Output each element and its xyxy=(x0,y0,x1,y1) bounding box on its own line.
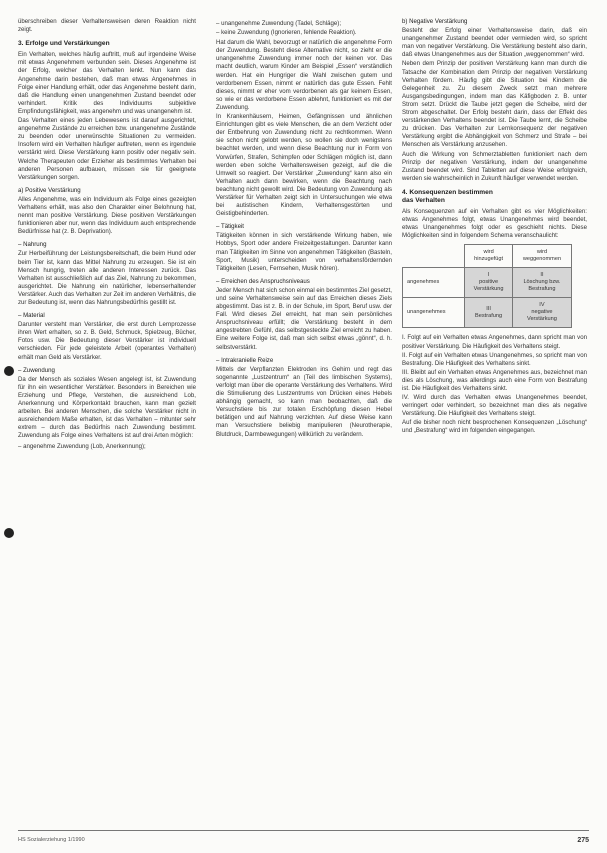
table-cell: III Bestrafung xyxy=(465,298,513,328)
punch-hole-mark xyxy=(4,528,14,538)
page-number: 275 xyxy=(577,837,589,844)
text-column-right xyxy=(402,18,587,437)
subsection-heading: – Material xyxy=(18,312,45,320)
row-header: unangenehmes xyxy=(403,298,465,328)
subsection-heading: – Tätigkeit xyxy=(216,223,245,231)
section-heading: 4. Konsequenzen bestimmen das Verhalten xyxy=(402,188,493,204)
table-corner xyxy=(403,245,465,268)
paragraph: Als Konsequenzen auf ein Verhalten gibt es vier Möglichkeiten: etwas Angenehmes folgt, etwas Unangenehmes wird beendet, etwas Unangenehmes folgt oder es geschieht nichts. Diese Möglichkeiten sind in folgendem Schema veranschaulicht: xyxy=(402,208,587,240)
subsection-heading: – Zuwendung xyxy=(18,366,55,374)
list-item: III. Bleibt auf ein Verhalten etwas Angenehmes aus, bezeichnet man dies als Löschung, was allerdings auch eine Form von Bestrafung ist. Die Häufigkeit des Verhaltens sinkt. xyxy=(402,368,587,392)
section-heading: 3. Erfolge und Verstärkungen xyxy=(18,40,110,48)
row-header: angenehmes xyxy=(403,268,465,298)
paragraph: Neben dem Prinzip der positiven Verstärkung kann man durch die Tatsache der Kombination dem Prinzip der negativen Verstärkung Verhalten fördern. Häufig gibt die Situation bei Kindern die Gelegenheit zu. Zu diesem Zweck setzt man mehrere Ausgangsbedingungen, indem man das Käfigboden z. B. unter Strom setzt. Drückt die Taube jetzt gegen die Scheibe, wird der Strom abgeschaltet. Der Erfolg besteht darin, dass der Effekt des verstärkenden Verhaltens beendet ist. Die Taube lernt, die Scheibe zu drücken. Das Verhalten zur Lernkonsequenz der negativen Verstärkung ergibt die Abhängigkeit von Schmerz und Strafe – bei Menschen als Verstärkung anzusehen. xyxy=(402,60,587,149)
text-column-middle xyxy=(216,18,392,440)
paragraph: Ein Verhalten, welches häufig auftritt, muß auf irgendeine Weise mit etwas Angenehmem verbunden sein. Dieses Angenehme ist der Erfolg, welcher das Verhalten lenkt. Nun kann das Angenehme darin bestehen, daß man etwas Angenehmes in Folge einer Handlung erhält, oder das Angenehme besteht darin, daß die Handlung einen unangenehmen Zustand beendet oder verhindert. Kritik des Individuums subjektive Empfindungsfähigkeit, was angenehm und was unangenehm ist. xyxy=(18,51,196,115)
paragraph: Mittels der Verpflanzten Elektroden ins Gehirn und regt das sogenannte „Lustzentrum“ an (Teil des limbischen Systems), verfolgt man über die operante Verstärkung des Verhaltens. Wird die Stimulierung des Lustzentrums von Drücken eines Hebels abhängig gemacht, so kann man beobachten, daß die Versuchstiere bis zur totalen Erschöpfung diesen Hebel betätigen und auf Nahrung verzichten. Auf diese Weise kann man Versuchstiere beliebig manipulieren (Neurotherapie, Blutdruck, Darmbewegungen) willkürlich zu verändern. xyxy=(216,365,392,438)
table-cell: IV negative Verstärkung xyxy=(512,298,571,328)
text-column-left xyxy=(18,18,196,453)
paragraph: Hat darum die Wahl, bevorzugt er natürlich die angenehme Form der Zuwendung. Besteht diese Alternative nicht, so zieht er die unangenehme Zuwendung immer noch der keinen vor. Das macht deutlich, warum Kinder am Beispiel „Essen“ verständlich werden. Hat ein Hungriger die Wahl zwischen gutem und verdorbenem Essen, nimmt er natürlich das gute Essen. Fehlt dieses, nimmt er eher vom verdorbenen als gar keinem Essen, so wie er das verdorbene Essen ablehnt, funktioniert es mit der Zuwendung. xyxy=(216,39,392,111)
list-item: I. Folgt auf ein Verhalten etwas Angenehmes, dann spricht man von positiver Verstärkung. Die Häufigkeit des Verhaltens steigt. xyxy=(402,334,587,350)
bullet-list xyxy=(216,20,392,37)
list-item: IV. Wird durch das Verhalten etwas Unangenehmes beendet, verringert oder verhindert, so bezeichnet man dies als negative Verstärkung. Die Häufigkeit des Verhaltens steigt. xyxy=(402,394,587,418)
list-item: – angenehme Zuwendung (Lob, Anerkennung); xyxy=(18,442,146,450)
paragraph: Das Verhalten eines jeden Lebewesens ist darauf ausgerichtet, angenehme Zustände zu erreichen bzw. unangenehme Zustände zu beenden oder unerwünschte Situationen zu vermeiden. Insofern wird ein Verhalten häufiger auftreten, wenn es irgendwie verstärkt wird. Diese Verstärkung kann positiv oder negativ sein. Welche Therapeuten oder Erzieher als bestimmtes Verhalten bei anderen Personen aufbauen, müssen sie für geeignete Verstärkungen sorgen. xyxy=(18,117,196,181)
paragraph: überschreiben dieser Verhaltensweisen deren Reaktion nicht zeigt. xyxy=(18,18,196,34)
bullet-list xyxy=(18,443,196,451)
list-item: – unangenehme Zuwendung (Tadel, Schläge); xyxy=(216,20,342,27)
paragraph: Besteht der Erfolg einer Verhaltensweise darin, daß ein unangenehmer Zustand beendet oder vermieden wird, so spricht man von negativer Verstärkung. Die Verstärkung besteht also darin, daß etwas Unangenehmes aus der Situation „weggenommen“ wird. xyxy=(402,27,587,59)
subsection-heading: – Intrakranielle Reize xyxy=(216,356,274,364)
consequence-scheme-table xyxy=(402,244,572,328)
subsection-heading: – Erreichen des Anspruchsniveaus xyxy=(216,277,310,285)
list-item: II. Folgt auf ein Verhalten etwas Unangenehmes, so spricht man von Bestrafung. Die Häufigkeit des Verhaltens sinkt. xyxy=(402,351,587,367)
subsection-heading: b) Negative Verstärkung xyxy=(402,18,468,25)
subsection-heading: a) Positive Verstärkung xyxy=(18,186,81,194)
column-header: wird weggenommen xyxy=(512,245,571,268)
footer-source: HS Sozialerziehung 1/1990 xyxy=(18,837,85,843)
paragraph: Zur Herbeiführung der Leistungsbereitschaft, die beim Hund oder beim Tier ist, kann das Mittel Nahrung zu erzeugen. Sie ist ein Mensch hungrig, treten alle anderen Interessen zurück. Das Verhalten ist ausschließlich auf das Ziel, Nahrung zu bekommen, ausgerichtet. Die Nahrung ein natürlicher, lebenserhaltender Verstärker. Auch das Verhalten zur Zeit im anderen Verhältnis, die zur Bedeutung ist, wenn das Nahrungsbedürfnis gestillt ist. xyxy=(18,250,196,306)
paragraph: In Krankenhäusern, Heimen, Gefängnissen und ähnlichen Einrichtungen gibt es viele Menschen, die an dem Verzicht oder der Entbehrung von Zuwendung nicht zu rechtkommen. Wenn sie schon nicht gelobt werden, so wollen sie doch wenigstens beachtet werden, und wenn diese Beachtung nur in Form von Vorwürfen, Strafen, Schimpfen oder Schlägen möglich ist, dann werden eben solche Verhaltensweisen gezeigt, auf die die Umwelt so reagiert. Der Verstärker „Zuwendung“ kann also ein Verhalten auch dann bewirken, wenn die Beachtung nach beachtung nicht gewollt wird. Die Bedeutung von Zuwendung als Verstärker für Verhalten zeigt sich in Untersuchungen wie etwa bei autistischen Kindern, Verhaltensgestörten und Geistigbehinderten. xyxy=(216,113,392,218)
punch-hole-mark xyxy=(4,366,14,376)
paragraph: Alles Angenehme, was ein Individuum als Folge eines gezeigten Verhaltens erhält, was also den Charakter einer Belohnung hat, nennt man positive Verstärkung. Diese positiven Verstärkungen funktionieren aber nur, wenn das Individuum auch entsprechende Bedürfnisse hat (z. B. Deprivation). xyxy=(18,195,196,236)
paragraph: Jeder Mensch hat sich schon einmal ein bestimmtes Ziel gesetzt, und seine Verhaltensweise sein auf das Erreichen dieses Ziels abgestimmt. Das ist z. B. in der Schule, im Sport, Beruf usw. der Fall. Wird dieses Ziel erreicht, hat man sein persönliches Anspruchsniveau erfüllt; die Verstärkung besteht in dem angestrebten Gefühl, das selbstgesteckte Ziel erreicht zu haben. Eine weitere Folge ist, daß man sich selbst etwas „gönnt“, d. h. selbstverstärkt. xyxy=(216,286,392,351)
paragraph: Darunter versteht man Verstärker, die erst durch Lernprozesse ihren Wert erhalten, so z. B. Geld, Schmuck, Spielzeug, Bücher, Fotos usw. Die Bedeutung dieser Verstärker ist individuell verschieden. Für jede geleistete Arbeit (operantes Verhalten) erhält man Geld als Verstärker. xyxy=(18,321,196,361)
paragraph: Da der Mensch als soziales Wesen angelegt ist, ist Zuwendung für ihn ein wesentlicher Verstärker. Besonders in Bereichen wie Erziehung und Pflege, Verstehen, die ausreichend Lob, Anerkennung und Körperkontakt brauchen, kann man gezielt arbeiten. Bei anderen Menschen, die solche Verstärker nicht in ausreichendem Maße erhalten, ist das Verhalten – mitunter sehr extrem – durch das Bedürfnis nach Zuwendung bestimmt. Zuwendung als Folge eines Verhaltens ist auf drei Arten möglich: xyxy=(18,375,196,440)
footer-rule xyxy=(18,830,589,831)
list-item: – keine Zuwendung (Ignorieren, fehlende Reaktion). xyxy=(216,29,357,37)
paragraph: Auf die bisher noch nicht besprochenen Konsequenzen „Löschung“ und „Bestrafung“ wird im folgenden eingegangen. xyxy=(402,419,587,435)
table-cell: II Löschung bzw. Bestrafung xyxy=(512,268,571,298)
paragraph: Auch die Wirkung von Schmerztabletten funktioniert nach dem Prinzip der negativen Verstärkung, indem der unangenehme Zustand beendet wird. Sind Tabletten auf diese Weise erfolgreich, werden sie wahrscheinlich in Zukunft häufiger verwendet werden. xyxy=(402,150,587,182)
table-cell: I positive Verstärkung xyxy=(465,268,513,298)
column-header: wird hinzugefügt xyxy=(465,245,513,268)
subsection-heading: – Nahrung xyxy=(18,241,47,249)
paragraph: Tätigkeiten können in sich verstärkende Wirkung haben, wie Hobbys, Sport oder andere Freizeitgestaltungen. Darunter kann man Tätigkeiten im Sinne von angenehmen Tätigkeiten (Basteln, Sport, Musik) unterscheiden von verhaltensfördernden Tätigkeiten (Lesen, Fernsehen, Musik hören). xyxy=(216,232,392,272)
